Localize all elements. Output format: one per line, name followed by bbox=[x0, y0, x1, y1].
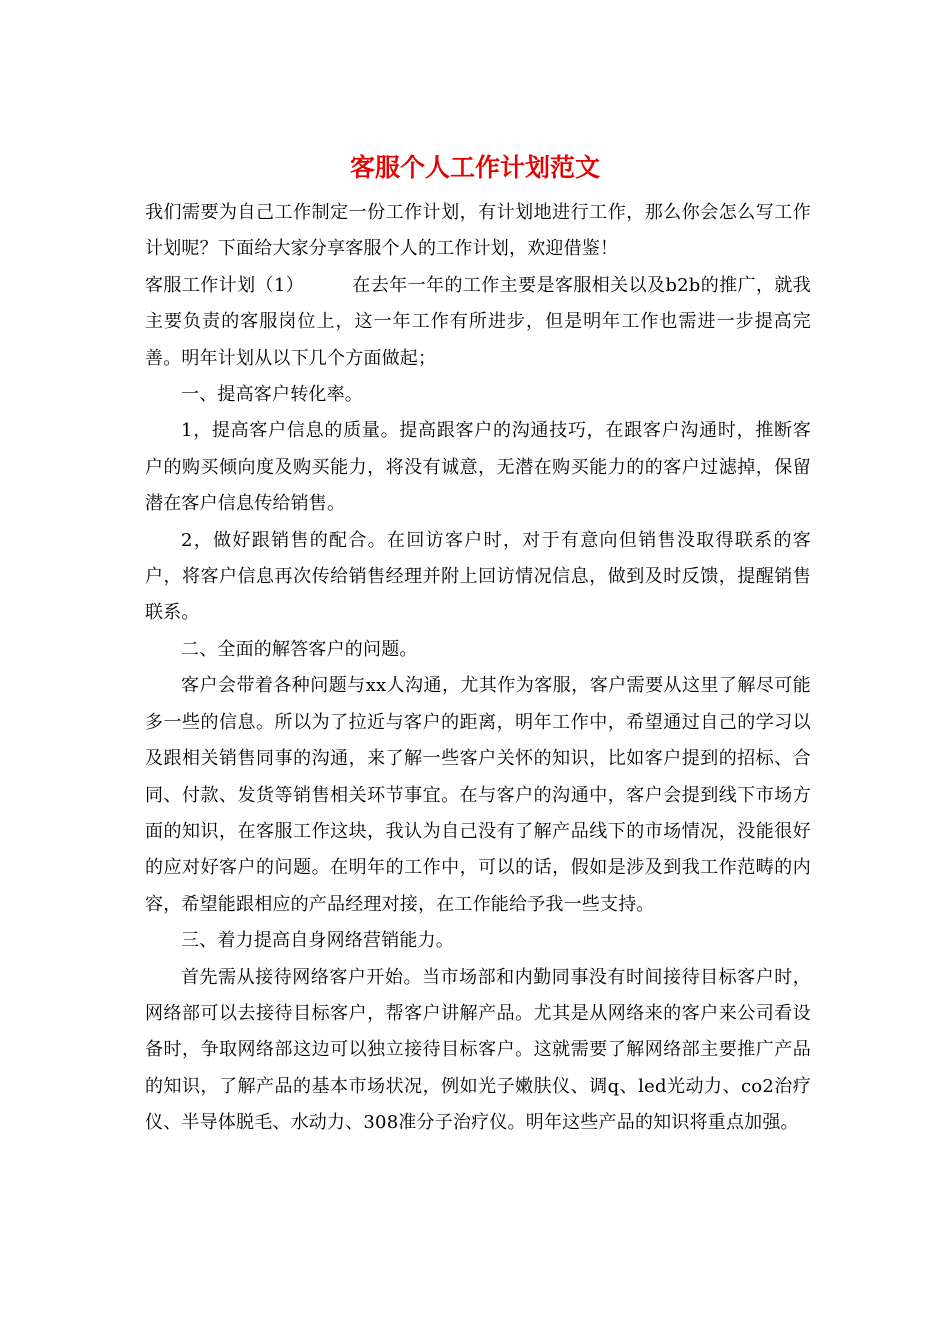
plan-paragraph bbox=[145, 268, 811, 377]
document-title: 客服个人工作计划范文 bbox=[349, 153, 600, 182]
section3-body: 首先需从接待网络客户开始。当市场部和内勤同事没有时间接待目标客户时，网络部可以去接待目标客户，帮客户讲解产品。尤其是从网络来的客户来公司看设备时，争取网络部这边可以独立接待目标客户。这就需要了解网络部主要推广产品的知识，了解产品的基本市场状况，例如光子嫩肤仪、调q、led光动力、co2治疗仪、半导体脱毛、水动力、308准分子治疗仪。明年这些产品的知识将重点加强。 bbox=[145, 966, 811, 1134]
section3-heading: 三、着力提高自身网络营销能力。 bbox=[181, 930, 454, 952]
section2-heading: 二、全面的解答客户的问题。 bbox=[181, 638, 418, 660]
section1-item2: 2，做好跟销售的配合。在回访客户时，对于有意向但销售没取得联系的客户，将客户信息再次传给销售经理并附上回访情况信息，做到及时反馈，提醒销售联系。 bbox=[145, 529, 811, 624]
document-body bbox=[145, 195, 811, 1142]
section1-item1: 1，提高客户信息的质量。提高跟客户的沟通技巧，在跟客户沟通时，推断客户的购买倾向度及购买能力，将没有诚意，无潜在购买能力的的客户过滤掉，保留潜在客户信息传给销售。 bbox=[145, 420, 811, 515]
plan-label: 客服工作计划（1） bbox=[145, 274, 305, 296]
section1-heading: 一、提高客户转化率。 bbox=[181, 384, 363, 406]
plan-opening: 在去年一年的工作主要是客服相关以及b2b的推广，就我主要负责的客服岗位上，这一年工作有所进步，但是明年工作也需进一步提高完善。明年计划从以下几个方面做起； bbox=[145, 274, 811, 369]
intro-paragraph: 我们需要为自己工作制定一份工作计划，有计划地进行工作，那么你会怎么写工作计划呢？下面给大家分享客服个人的工作计划，欢迎借鉴！ bbox=[145, 202, 811, 260]
section2-body: 客户会带着各种问题与xx人沟通，尤其作为客服，客户需要从这里了解尽可能多一些的信息。所以为了拉近与客户的距离，明年工作中，希望通过自己的学习以及跟相关销售同事的沟通，来了解一些客户关怀的知识，比如客户提到的招标、合同、付款、发货等销售相关环节事宜。在与客户的沟通中，客户会提到线下市场方面的知识，在客服工作这块，我认为自己没有了解产品线下的市场情况，没能很好的应对好客户的问题。在明年的工作中，可以的话，假如是涉及到我工作范畴的内容，希望能跟相应的产品经理对接，在工作能给予我一些支持。 bbox=[145, 675, 811, 915]
